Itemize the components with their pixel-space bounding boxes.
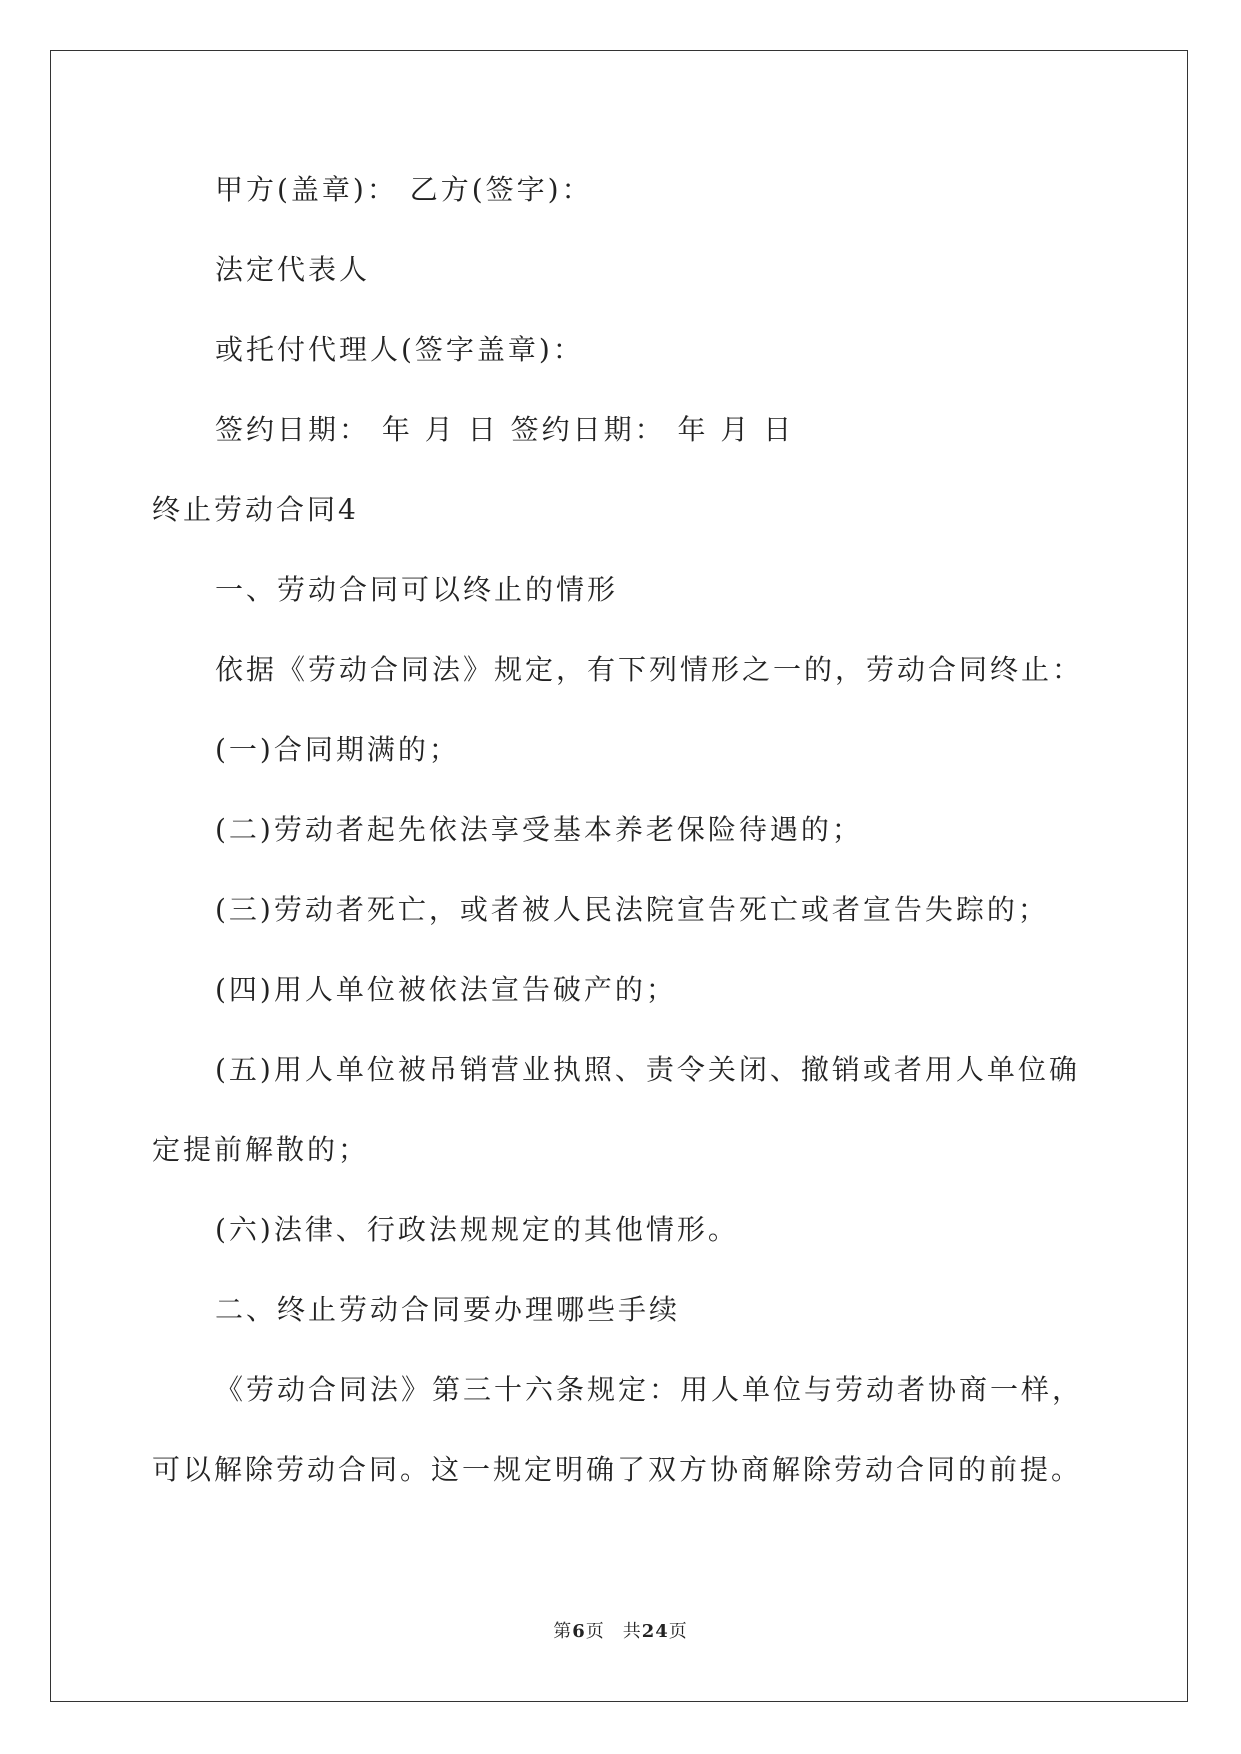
signing-date-line: 签约日期： 年 月 日 签约日期： 年 月 日 [215,413,795,446]
footer-total-unit: 页 [668,1621,688,1642]
footer-prefix: 第 [553,1621,573,1642]
list-item: (五)用人单位被吊销营业执照、责令关闭、撤销或者用人单位确 [215,1053,1080,1086]
list-item: (一)合同期满的； [215,733,460,766]
list-item-continuation: 定提前解散的； [152,1133,370,1166]
heading-termination-cases: 一、劳动合同可以终止的情形 [215,573,619,606]
list-item: (二)劳动者起先依法享受基本养老保险待遇的； [215,813,863,846]
footer-page-number: 6 [572,1621,586,1642]
legal-representative-line: 法定代表人 [215,253,371,286]
authorized-agent-line: 或托付代理人(签字盖章)： [215,333,584,366]
page-footer [0,1620,1241,1644]
list-item: (六)法律、行政法规规定的其他情形。 [215,1213,739,1246]
paragraph-line: 依据《劳动合同法》规定，有下列情形之一的，劳动合同终止： [215,653,1084,686]
footer-page-unit: 页 [585,1621,605,1642]
footer-total-pages: 24 [641,1621,669,1642]
section-title: 终止劳动合同4 [152,493,359,526]
paragraph-line: 《劳动合同法》第三十六条规定：用人单位与劳动者协商一样， [215,1373,1084,1406]
list-item: (四)用人单位被依法宣告破产的； [215,973,677,1006]
signature-party-line: 甲方(盖章)： 乙方(签字)： [215,173,593,206]
footer-total-prefix: 共 [622,1621,642,1642]
list-item: (三)劳动者死亡，或者被人民法院宣告死亡或者宣告失踪的； [215,893,1049,926]
heading-termination-procedures: 二、终止劳动合同要办理哪些手续 [215,1293,681,1326]
paragraph-line-continuation: 可以解除劳动合同。这一规定明确了双方协商解除劳动合同的前提。 [152,1453,1083,1486]
